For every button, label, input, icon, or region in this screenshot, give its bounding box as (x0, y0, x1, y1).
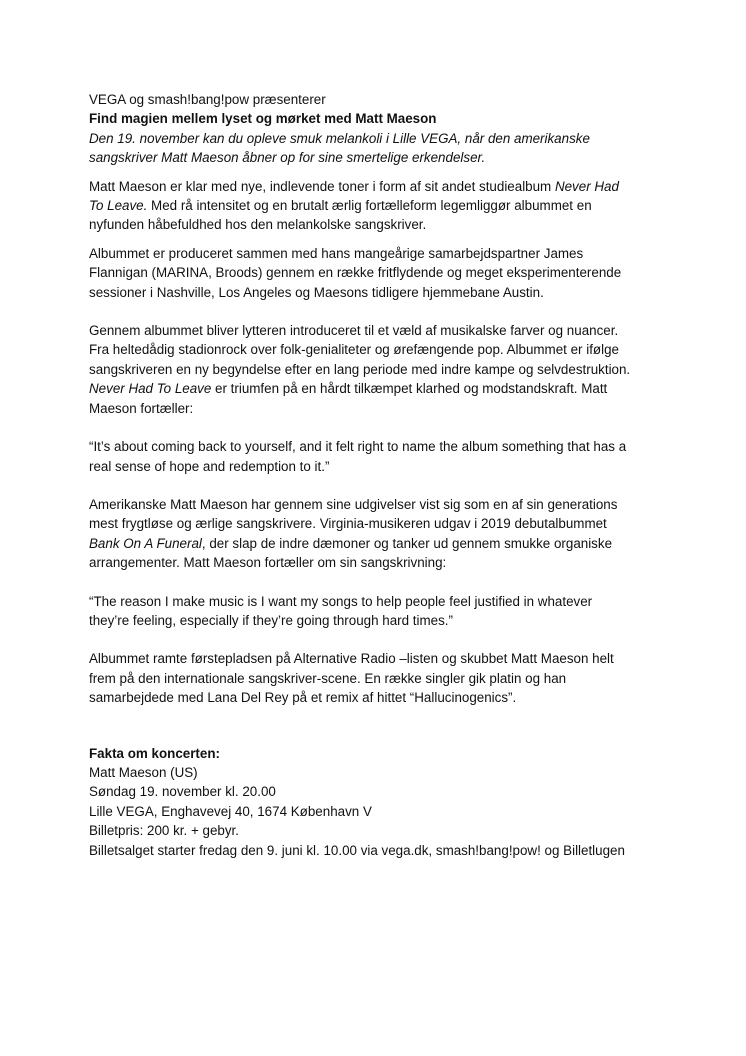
headline: Find magien mellem lyset og mørket med Matt Maeson (89, 111, 437, 127)
debut-album-title: Bank On A Funeral (89, 535, 202, 551)
p1-text-2: Med rå intensitet og en brutalt ærlig fortælleform legemliggør albummet en (147, 198, 592, 214)
fact-ticket-sale: Billetsalget starter fredag den 9. juni kl. 10.00 via vega.dk, smash!bang!pow! og Billetlugen (89, 842, 625, 858)
p4-line-3: , der slap de indre dæmoner og tanker ud gennem smukke organiske (201, 535, 613, 551)
quote-2-line-1: “The reason I make music is I want my songs to help people feel justified in whatever (89, 593, 593, 609)
fact-price: Billetpris: 200 kr. + gebyr. (89, 823, 239, 839)
lead-line-2: sangskriver Matt Maeson åbner op for sine smertelige erkendelser. (89, 150, 486, 166)
p5-line-1: Albummet ramte førstepladsen på Alternative Radio –listen og skubbet Matt Maeson helt (89, 651, 614, 667)
quote-2 (89, 592, 669, 631)
header-block (89, 90, 669, 168)
album-title-part-1: Never Had (554, 178, 619, 194)
paragraph-2 (89, 244, 669, 302)
p3-line-4: er triumfen på en hårdt tilkæmpet klarhed og modstandskraft. Matt (211, 381, 608, 397)
paragraph-4 (89, 495, 669, 573)
album-title-full: Never Had To Leave (89, 381, 212, 397)
p1-text-1: Matt Maeson er klar med nye, indlevende toner i form af sit andet studiealbum (89, 178, 555, 194)
facts-block (89, 744, 669, 860)
quote-1-line-1: “It’s about coming back to yourself, and it felt right to name the album something that has a (89, 439, 627, 455)
p2-line-2: Flannigan (MARINA, Broods) gennem en række fritflydende og meget eksperimenterende (89, 265, 622, 281)
paragraph-5 (89, 649, 669, 707)
p1-text-3: nyfunden håbefuldhed hos den melankolske sangskriver. (89, 217, 427, 233)
p3-line-5: Maeson fortæller: (89, 400, 194, 416)
facts-heading: Fakta om koncerten: (89, 745, 220, 761)
p3-line-2: Fra heltedådig stadionrock over folk-genialiteter og ørefængende pop. Albummet er ifølge (89, 342, 619, 358)
press-release-page (89, 90, 669, 860)
p2-line-3: sessioner i Nashville, Los Angeles og Maesons tidligere hjemmebane Austin. (89, 284, 544, 300)
quote-1 (89, 437, 669, 476)
p4-line-2: mest frygtløse og ærlige sangskrivere. Virginia-musikeren udgav i 2019 debutalbummet (89, 516, 607, 532)
p2-line-1: Albummet er produceret sammen med hans mangeårige samarbejdspartner James (89, 245, 584, 261)
quote-1-line-2: real sense of hope and redemption to it.” (89, 458, 330, 474)
p3-line-1: Gennem albummet bliver lytteren introduceret til et væld af musikalske farver og nuancer. (89, 323, 619, 339)
fact-artist: Matt Maeson (US) (89, 764, 198, 780)
p4-line-1: Amerikanske Matt Maeson har gennem sine udgivelser vist sig som en af sin generations (89, 496, 618, 512)
presenter-line: VEGA og smash!bang!pow præsenterer (89, 92, 326, 107)
album-title-part-2: To Leave. (89, 198, 148, 214)
p5-line-2: frem på den internationale sangskriver-scene. En række singler gik platin og han (89, 670, 567, 686)
lead-line-1: Den 19. november kan du opleve smuk melankoli i Lille VEGA, når den amerikanske (89, 130, 590, 146)
p3-line-3: sangskriveren en ny begyndelse efter en lang periode med indre kampe og selvdestruktion. (89, 361, 631, 377)
p5-line-3: samarbejdede med Lana Del Rey på et remix af hittet “Hallucinogenics”. (89, 690, 517, 706)
quote-2-line-2: they’re feeling, especially if they’re going through hard times.” (89, 612, 453, 628)
paragraph-1 (89, 177, 669, 235)
fact-date: Søndag 19. november kl. 20.00 (89, 784, 276, 800)
paragraph-3 (89, 321, 669, 418)
p4-line-4: arrangementer. Matt Maeson fortæller om sin sangskrivning: (89, 555, 447, 571)
fact-venue: Lille VEGA, Enghavevej 40, 1674 København V (89, 803, 372, 819)
